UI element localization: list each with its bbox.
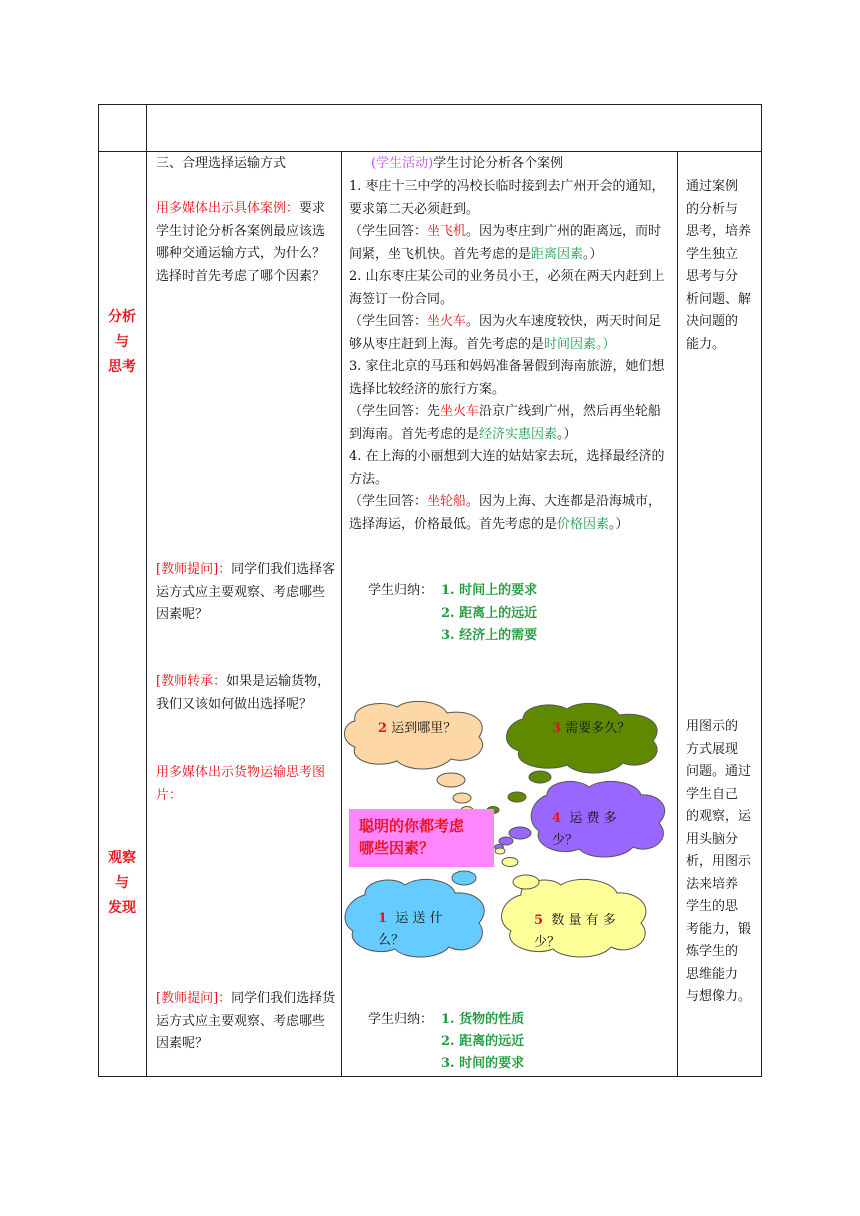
summary-2-item: 1. 货物的性质 [441,1012,525,1027]
intent-line: 思考与分 [686,269,739,284]
answer-1-pre: （学生回答： [349,224,428,239]
summary-2-item: 3. 时间的要求 [441,1056,525,1071]
intent-line: 问题。通过 [686,764,752,779]
teacher-transition-text: 如果是运输货物，我们又该如何做出选择呢？ [156,674,331,712]
teacher-question-2-label: [教师提问]： [156,991,232,1006]
media-instruction-1 [156,198,336,288]
answer-2-factor: 时间因素 [544,336,597,352]
cloud-cost-text [552,808,617,852]
media-instruction-1-label: 用多媒体出示具体案例： [156,201,300,216]
intent-line: 用图示的 [686,719,739,734]
answer-3-mid: 沿京广线到广州，然后再坐轮船到海南。首先考虑的是 [349,404,662,442]
student-activity-label: (学生活动) [371,156,434,171]
cloud-line: 么？ [378,933,405,948]
teacher-question-1 [156,559,336,627]
answer-2-end: 。） [596,336,616,352]
teacher-question-2-text: 同学们我们选择货运方式应主要观察、考虑哪些因素呢？ [156,991,336,1051]
answer-4-end: 。） [609,516,629,532]
intent-line: 析问题、解 [686,291,752,307]
media-instruction-2: 用多媒体出示货物运输思考图片： [156,765,326,803]
bubble [452,871,476,885]
table-header-bottom-border [98,151,762,152]
question-box-line: 聪明的你都考虑 [359,817,465,835]
cloud-quantity-text [534,910,616,954]
bubble [508,792,526,802]
answer-1-mid: 。因为枣庄到广州的距离远，而时间紧，坐飞机快。首先考虑的是 [349,224,662,262]
cloud-label: 运 费 多 [569,811,617,826]
side-label-observe [98,846,146,921]
bubble [437,773,465,787]
side-label-line: 与 [115,334,129,350]
answer-1-transport: 坐飞机 [427,224,467,239]
section-heading: 三、合理选择运输方式 [156,156,287,171]
cloud-label: 需要多久？ [565,721,631,736]
answer-3-factor: 经济实惠因素 [479,426,558,442]
intent-line: 炼学生的 [686,944,739,959]
student-activity-title [371,153,563,176]
cloud-what-text [378,908,443,952]
bubble [495,848,505,854]
design-intent-2 [686,716,758,1009]
intent-line: 的观察，运 [686,809,752,824]
table-col3-border [677,151,678,1077]
cloud-label: 运 送 什 [395,911,443,926]
intent-line: 学生独立 [686,246,739,262]
answer-2-transport: 坐火车 [427,314,467,329]
question-box-line: 哪些因素？ [359,839,435,857]
bubble [499,837,513,845]
answer-4 [349,491,673,536]
intent-line: 考能力，锻 [686,921,752,937]
side-label-line: 发现 [108,900,136,916]
answer-4-transport: 坐轮船 [427,494,467,509]
cloud-line: 少？ [534,935,561,950]
cloud-label: 数 量 有 多 [551,913,616,928]
design-intent-1 [686,176,758,356]
bubble [502,858,518,867]
cloud-label: 运到哪里？ [391,721,457,736]
cases-block [349,176,673,536]
cloud-number: 5 [534,913,544,928]
intent-line: 的分析与 [686,201,739,217]
intent-line: 思维能力 [686,966,739,982]
summary-1-label: 学生归纳： [368,583,434,598]
bubble [529,771,551,783]
answer-4-factor: 价格因素 [557,516,610,532]
cloud-number: 2 [378,721,388,736]
intent-line: 决问题的 [686,314,739,329]
table-left-border [98,104,99,1077]
table-top-border [98,104,762,105]
cloud-line [552,808,617,830]
teacher-question-1-text: 同学们我们选择客运方式应主要观察、考虑哪些因素呢？ [156,562,336,622]
question-box [349,809,494,867]
intent-line: 析，用图示 [686,854,752,869]
answer-3-transport: 坐火车 [440,404,480,419]
answer-2-pre: （学生回答： [349,314,428,329]
side-label-line: 分析 [108,309,136,325]
answer-3 [349,401,673,446]
bubble [509,827,531,839]
intent-line: 能力。 [686,336,726,352]
intent-line: 法来培养 [686,876,739,892]
side-label-line: 与 [115,875,129,891]
teacher-transition [156,671,336,716]
answer-3-end: 。） [557,426,577,442]
student-activity-text: 学生讨论分析各个案例 [433,156,564,171]
table-col1-border [146,104,147,1077]
teacher-transition-label: [教师转承： [156,674,227,689]
summary-2-item: 2. 距离的远近 [441,1034,525,1049]
intent-line: 用头脑分 [686,831,739,847]
teacher-question-2 [156,988,336,1056]
case-2: 2. 山东枣庄某公司的业务员小王，必须在两天内赶到上海签订一份合同。 [349,269,665,307]
answer-2-mid: 。因为火车速度较快，两天时间足够从枣庄赶到上海。首先考虑的是 [349,314,662,352]
cloud-destination-text [378,718,456,740]
summary-2-label: 学生归纳： [368,1012,434,1027]
summary-1-item: 1. 时间上的要求 [441,583,538,598]
answer-3-pre: （学生回答：先 [349,404,441,419]
side-label-line: 观察 [108,850,136,866]
answer-1-end: 。） [583,246,603,262]
teacher-question-1-label: [教师提问]： [156,562,232,577]
answer-1 [349,221,673,266]
answer-2 [349,311,673,356]
side-label-analysis [98,305,146,380]
bubble [453,793,471,803]
intent-line: 学生的思 [686,899,739,914]
cloud-number: 1 [378,911,388,926]
cloud-number: 4 [552,811,562,826]
summary-1-item: 2. 距离上的远近 [441,606,538,621]
table-bottom-border [98,1076,762,1077]
case-4: 4. 在上海的小丽想到大连的姑姑家去玩，选择最经济的方法。 [349,449,665,487]
cloud-duration-text [552,718,630,740]
cloud-line [378,908,443,930]
summary-1-item: 3. 经济上的需要 [441,628,538,643]
intent-line: 学生自己 [686,786,739,802]
media-instruction-1-text: 要求学生讨论分析各案例最应该选哪种交通运输方式，为什么？选择时首先考虑了哪个因素？ [156,201,326,284]
cloud-line [534,910,616,932]
cloud-number: 3 [552,721,562,736]
side-label-line: 思考 [108,359,136,375]
intent-line: 与想像力。 [686,989,752,1004]
intent-line: 通过案例 [686,179,739,194]
answer-4-mid: 。因为上海、大连都是沿海城市，选择海运，价格最低。首先考虑的是 [349,494,662,532]
intent-line: 思考，培养 [686,224,752,239]
table-right-border [761,104,762,1077]
intent-line: 方式展现 [686,741,739,757]
bubble [513,875,539,889]
case-3: 3. 家住北京的马珏和妈妈准备暑假到海南旅游，她们想选择比较经济的旅行方案。 [349,359,665,397]
answer-1-factor: 距离因素 [531,246,584,262]
cloud-line: 少？ [552,833,579,848]
answer-4-pre: （学生回答： [349,494,428,509]
case-1: 1. 枣庄十三中学的冯校长临时接到去广州开会的通知，要求第二天必须赶到。 [349,179,665,217]
